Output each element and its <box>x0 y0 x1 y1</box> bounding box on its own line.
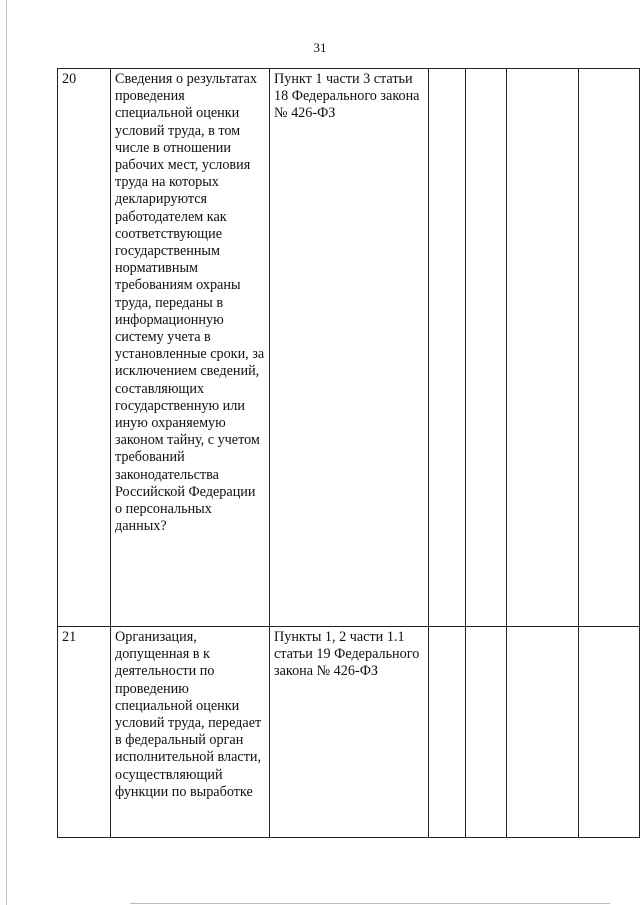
checklist-table <box>57 68 640 838</box>
row-number: 20 <box>58 69 111 627</box>
notes-cell <box>579 69 640 627</box>
answer-cell-not-applicable <box>507 627 579 838</box>
table-row <box>58 627 640 838</box>
scan-left-edge <box>6 0 7 905</box>
table-row <box>58 69 640 627</box>
answer-cell-yes <box>429 69 466 627</box>
legal-reference-cell: Пункты 1, 2 части 1.1 статьи 19 Федерального закона № 426-ФЗ <box>270 627 429 838</box>
legal-reference-cell: Пункт 1 части 3 статьи 18 Федерального закона № 426-ФЗ <box>270 69 429 627</box>
question-cell: Сведения о результатах проведения специальной оценки условий труда, в том числе в отношении рабочих мест, условия труда на которых декларируются работодателем как соответствующие государственным нормативным требованиям охраны труда, переданы в информационную систему учета в установленные сроки, за исключением сведений, составляющих государственную или иную охраняемую законом тайну, с учетом требований законодательства Российской Федерации о персональных данных? <box>111 69 270 627</box>
answer-cell-no <box>466 69 507 627</box>
row-number: 21 <box>58 627 111 838</box>
page-number: 31 <box>313 40 327 55</box>
answer-cell-no <box>466 627 507 838</box>
scan-bottom-edge <box>130 903 610 904</box>
answer-cell-not-applicable <box>507 69 579 627</box>
question-cell: Организация, допущенная в к деятельности по проведению специальной оценки условий труда, передает в федеральный орган исполнительной власти, осуществляющий функции по выработке <box>111 627 270 838</box>
notes-cell <box>579 627 640 838</box>
answer-cell-yes <box>429 627 466 838</box>
